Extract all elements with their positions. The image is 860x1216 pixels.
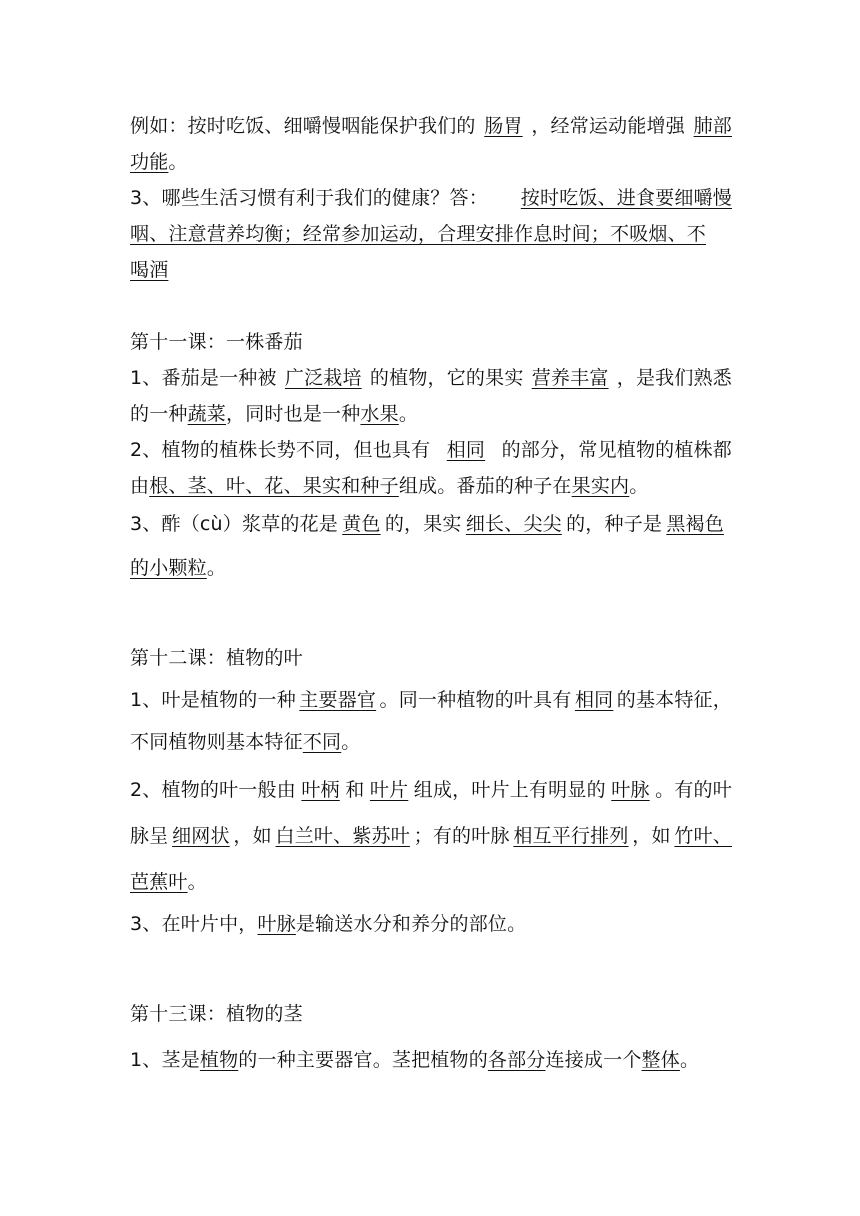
lesson-11-item xyxy=(130,432,732,468)
text-run: 。 xyxy=(629,475,649,497)
text-run: 例如：按时吃饭、细嚼慢咽能保护我们的 xyxy=(130,115,476,137)
text-run: ，经常运动能增强 xyxy=(531,115,685,137)
text-run: 和 xyxy=(345,779,365,801)
text-run: 不同植物则基本特征 xyxy=(130,731,303,753)
lesson-12-item xyxy=(130,682,732,718)
underlined-answer: 的小颗粒 xyxy=(130,557,207,579)
text-run: 的，果实 xyxy=(384,513,462,535)
text-run: 。 xyxy=(168,151,188,173)
lesson-12-item xyxy=(130,818,732,854)
text-run: 第十一课：一株番茄 xyxy=(130,331,303,353)
text-run: 第十三课：植物的茎 xyxy=(130,1003,303,1025)
underlined-answer: 芭蕉叶 xyxy=(130,871,188,893)
text-run: 的基本特征， xyxy=(616,689,732,711)
underlined-answer: 叶柄 xyxy=(301,779,340,801)
text-run: ，如 xyxy=(233,825,272,847)
underlined-answer: 黄色 xyxy=(342,513,381,535)
text-run: 。同一种植物的叶具有 xyxy=(379,689,572,711)
underlined-answer: 广泛栽培 xyxy=(284,367,362,389)
underlined-answer: 植物 xyxy=(199,1049,239,1071)
text-run: 2、植物的植株长势不同，但也具有 xyxy=(130,439,431,461)
underlined-answer: 整体 xyxy=(641,1049,680,1071)
underlined-answer: 叶脉 xyxy=(611,779,650,801)
underlined-answer: 根、茎、叶、花、果实和种子 xyxy=(149,475,399,497)
text-run: 第十二课：植物的叶 xyxy=(130,647,303,669)
underlined-answer: 叶脉 xyxy=(257,913,296,935)
qa-line xyxy=(130,252,168,288)
lesson-12-item xyxy=(130,906,526,942)
text-run: 。 xyxy=(398,403,419,425)
qa-line xyxy=(130,180,732,216)
text-run: 组成。番茄的种子在 xyxy=(398,475,572,497)
text-run: 3、酢（cù）浆草的花是 xyxy=(130,513,338,535)
underlined-answer: 肺部 xyxy=(693,115,732,137)
text-run: 的一种主要器官。茎把植物的 xyxy=(238,1049,488,1071)
para-line xyxy=(130,108,732,144)
underlined-answer: 肠胃 xyxy=(484,115,523,137)
lesson-title-12 xyxy=(130,640,303,676)
text-run: 1、茎是 xyxy=(130,1049,200,1071)
text-run: 3、哪些生活习惯有利于我们的健康？答： xyxy=(130,187,488,209)
lesson-12-item xyxy=(130,772,732,808)
text-run: 2、植物的叶一般由 xyxy=(130,779,296,801)
text-run: 。 xyxy=(187,871,207,893)
text-run: ，如 xyxy=(632,825,671,847)
text-run: ；有的叶脉 xyxy=(413,825,510,847)
underlined-answer: 白兰叶、紫苏叶 xyxy=(275,825,410,847)
text-run: 3、在叶片中， xyxy=(130,913,258,935)
text-run: 脉呈 xyxy=(130,825,169,847)
lesson-11-item xyxy=(130,396,418,432)
lesson-11-item xyxy=(130,360,732,396)
underlined-answer: 主要器官 xyxy=(299,689,377,711)
text-run: 的，种子是 xyxy=(566,513,663,535)
text-run: 连接成一个 xyxy=(545,1049,642,1071)
text-run: 的植物，它的果实 xyxy=(369,367,524,389)
underlined-answer: 蔬菜 xyxy=(187,403,227,425)
lesson-title-11 xyxy=(130,324,303,360)
lesson-11-item xyxy=(130,468,648,504)
underlined-answer: 黑褐色 xyxy=(666,513,724,535)
text-run: 。有的叶 xyxy=(655,779,732,801)
underlined-answer: 营养丰富 xyxy=(531,367,609,389)
underlined-answer: 相互平行排列 xyxy=(513,825,629,847)
underlined-answer: 竹叶、 xyxy=(674,825,732,847)
underlined-answer: 细长、尖尖 xyxy=(465,513,562,535)
underlined-answer: 各部分 xyxy=(487,1049,546,1071)
underlined-answer: 相同 xyxy=(574,689,614,711)
text-run: 的部分，常见植物的植株都 xyxy=(501,439,732,461)
underlined-answer: 喝酒 xyxy=(130,259,169,281)
underlined-answer: 功能 xyxy=(130,151,169,173)
text-run: 1、番茄是一种被 xyxy=(130,367,277,389)
text-run: 1、叶是植物的一种 xyxy=(130,689,296,711)
underlined-answer: 叶片 xyxy=(369,779,409,801)
underlined-answer: 细网状 xyxy=(172,825,230,847)
underlined-answer: 相同 xyxy=(446,439,486,461)
text-run: 。 xyxy=(206,557,227,579)
underlined-answer: 咽、注意营养均衡；经常参加运动，合理安排作息时间；不吸烟、不 xyxy=(130,223,707,245)
text-run: ，是我们熟悉 xyxy=(616,367,732,389)
text-run: 。 xyxy=(341,731,361,753)
text-run: 由 xyxy=(130,475,150,497)
lesson-title-13 xyxy=(130,996,303,1032)
text-run: 组成，叶片上有明显的 xyxy=(413,779,606,801)
lesson-12-item xyxy=(130,724,360,760)
lesson-13-item xyxy=(130,1042,699,1078)
para-line xyxy=(130,144,188,180)
underlined-answer: 不同 xyxy=(302,731,342,753)
text-run: 。 xyxy=(679,1049,700,1071)
underlined-answer: 按时吃饭、进食要细嚼慢 xyxy=(520,187,732,209)
text-run: 是输送水分和养分的部位。 xyxy=(295,913,527,935)
text-run: ，同时也是一种 xyxy=(226,403,361,425)
lesson-11-item xyxy=(130,506,724,542)
underlined-answer: 水果 xyxy=(360,403,399,425)
lesson-12-item xyxy=(130,864,207,900)
lesson-11-item xyxy=(130,550,226,586)
text-run: 的一种 xyxy=(130,403,188,425)
underlined-answer: 果实内 xyxy=(571,475,630,497)
qa-line xyxy=(130,216,732,252)
